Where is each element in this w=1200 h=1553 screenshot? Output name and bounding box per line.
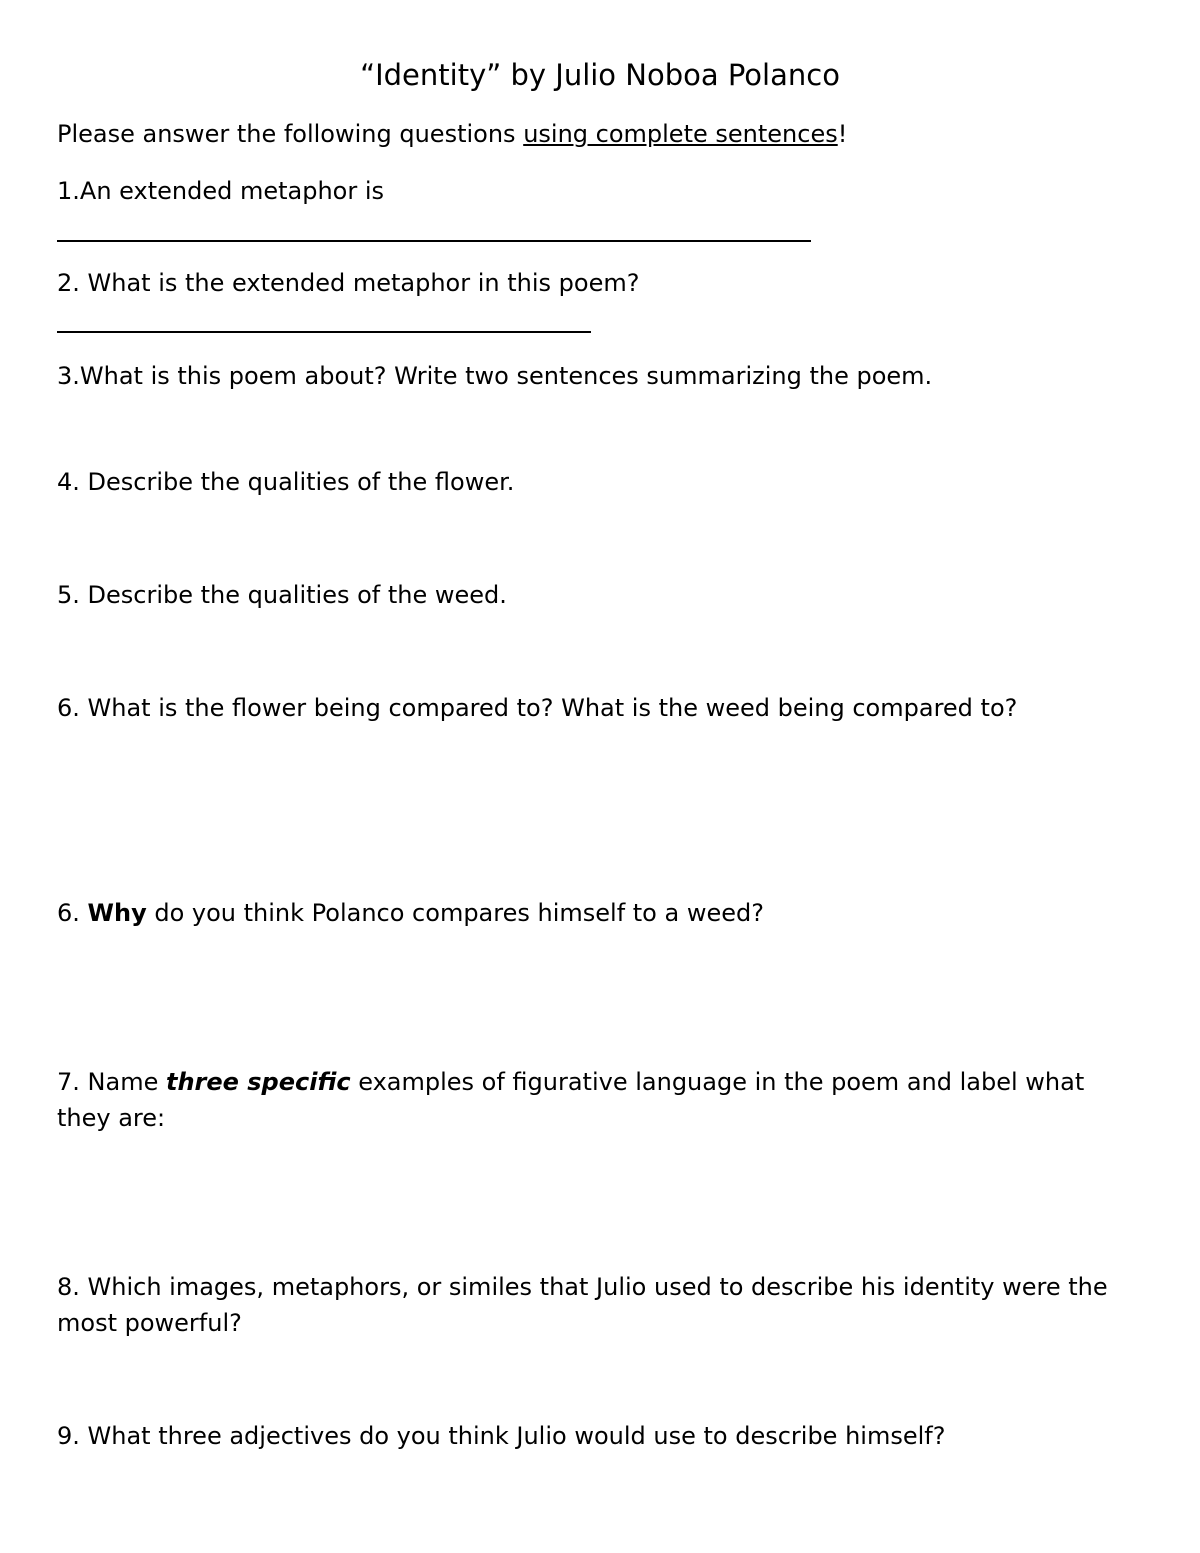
question-7-emphasis: three specific	[165, 1068, 351, 1096]
question-7-number: 7. Name	[57, 1068, 166, 1096]
question-9: 9. What three adjectives do you think Julio would use to describe himself?	[57, 1422, 946, 1450]
answer-line-1	[57, 240, 811, 242]
question-8: 8. Which images, metaphors, or similes that Julio used to describe his identity were the most powerful?	[57, 1273, 1108, 1337]
instructions-suffix: !	[837, 120, 848, 148]
instructions-prefix: Please answer the following questions	[57, 120, 524, 148]
question-7-rest: examples of figurative language in the poem and label what they are:	[57, 1068, 1085, 1132]
instructions	[57, 116, 847, 152]
question-5: 5. Describe the qualities of the weed.	[57, 581, 507, 609]
instructions-underlined: using complete sentences	[523, 120, 838, 148]
question-4: 4. Describe the qualities of the flower.	[57, 468, 515, 496]
question-7	[57, 1064, 1142, 1136]
worksheet-title: “Identity” by Julio Noboa Polanco	[360, 58, 840, 92]
question-6b-bold: Why	[87, 899, 147, 927]
question-1: 1.An extended metaphor is	[57, 177, 385, 205]
question-6b	[57, 895, 764, 931]
question-2: 2. What is the extended metaphor in this poem?	[57, 269, 640, 297]
question-6b-number: 6.	[57, 899, 88, 927]
question-6a: 6. What is the flower being compared to? What is the weed being compared to?	[57, 694, 1018, 722]
question-3: 3.What is this poem about? Write two sentences summarizing the poem.	[57, 362, 933, 390]
answer-line-2	[57, 331, 591, 333]
question-6b-rest: do you think Polanco compares himself to a weed?	[146, 899, 764, 927]
